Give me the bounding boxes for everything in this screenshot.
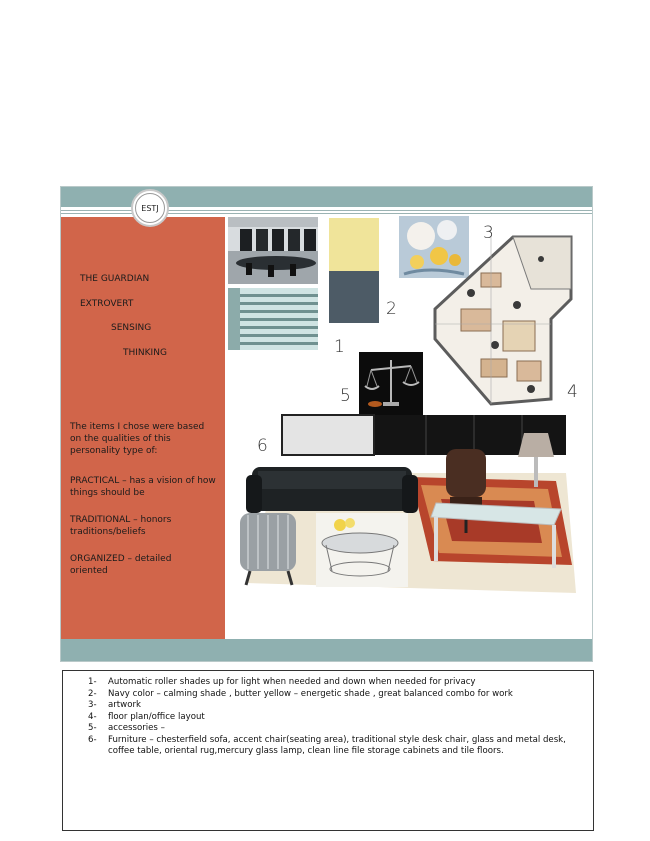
- mood-board: [60, 186, 593, 662]
- label-5: 5: [340, 386, 351, 406]
- quality-head: TRADITIONAL: [70, 515, 131, 525]
- note-number: 5-: [88, 723, 97, 733]
- label-1: 1: [334, 337, 345, 357]
- trait-sensing: SENSING: [111, 323, 152, 333]
- trait-thinking: THINKING: [123, 348, 167, 358]
- note-item: [88, 688, 583, 701]
- label-3: 3: [483, 223, 494, 243]
- trait-extrovert: EXTROVERT: [80, 299, 134, 309]
- note-number: 3-: [88, 700, 97, 710]
- navy-swatch: [329, 271, 379, 323]
- profile-panel: [61, 217, 225, 639]
- quality-text: detailed oriented: [70, 554, 172, 576]
- scales-accessory: [359, 352, 423, 416]
- quality-head: PRACTICAL: [70, 476, 120, 486]
- quality-text: honors traditions/beliefs: [70, 515, 172, 537]
- note-number: 6-: [88, 734, 97, 745]
- quality-text: has a vision of how things should be: [70, 476, 216, 498]
- note-text: floor plan/office layout: [108, 711, 205, 722]
- note-text: artwork: [108, 700, 141, 710]
- note-text: accessories –: [108, 723, 165, 733]
- label-2: 2: [386, 299, 397, 319]
- note-number: 4-: [88, 711, 97, 722]
- notes-box: [62, 670, 594, 831]
- quality-organized: ORGANIZED – detailed oriented: [70, 554, 172, 576]
- quality-traditional: TRADITIONAL – honors traditions/beliefs: [70, 515, 172, 537]
- office-floor-plan: [421, 229, 577, 412]
- badge-label: ESTJ: [135, 193, 165, 223]
- furniture-composition: [236, 413, 581, 613]
- butter-yellow-swatch: [329, 218, 379, 271]
- note-item: [88, 734, 583, 758]
- note-text: Automatic roller shades up for light when needed and down when needed for privacy: [108, 677, 476, 687]
- note-item: [88, 700, 583, 712]
- note-item: [88, 711, 583, 724]
- notes-list: [63, 671, 593, 758]
- note-item: [88, 677, 583, 689]
- note-item: [88, 723, 583, 735]
- personality-badge: [131, 189, 169, 227]
- conference-room-photo: [228, 217, 318, 284]
- quality-head: ORGANIZED: [70, 554, 125, 564]
- quality-practical: PRACTICAL – has a vision of how things should be: [70, 476, 216, 498]
- label-4: 4: [567, 382, 578, 402]
- note-text: Furniture – chesterfield sofa, accent chair(seating area), traditional style desk chair, glass and metal desk, coffee table, oriental rug,mercury glass lamp, clean line file storage cabinets and tile floors.: [108, 734, 566, 756]
- window-blinds-photo: [228, 288, 318, 350]
- bottom-teal-bar: [61, 639, 592, 661]
- note-number: 2-: [88, 688, 97, 699]
- label-6: 6: [257, 436, 268, 456]
- note-number: 1-: [88, 677, 97, 687]
- note-text: Navy color – calming shade , butter yellow – energetic shade , great balanced combo for work: [108, 688, 513, 699]
- qualities-intro: The items I chose were based on the qualities of this personality type of:: [70, 422, 205, 456]
- profile-title: THE GUARDIAN: [80, 274, 150, 284]
